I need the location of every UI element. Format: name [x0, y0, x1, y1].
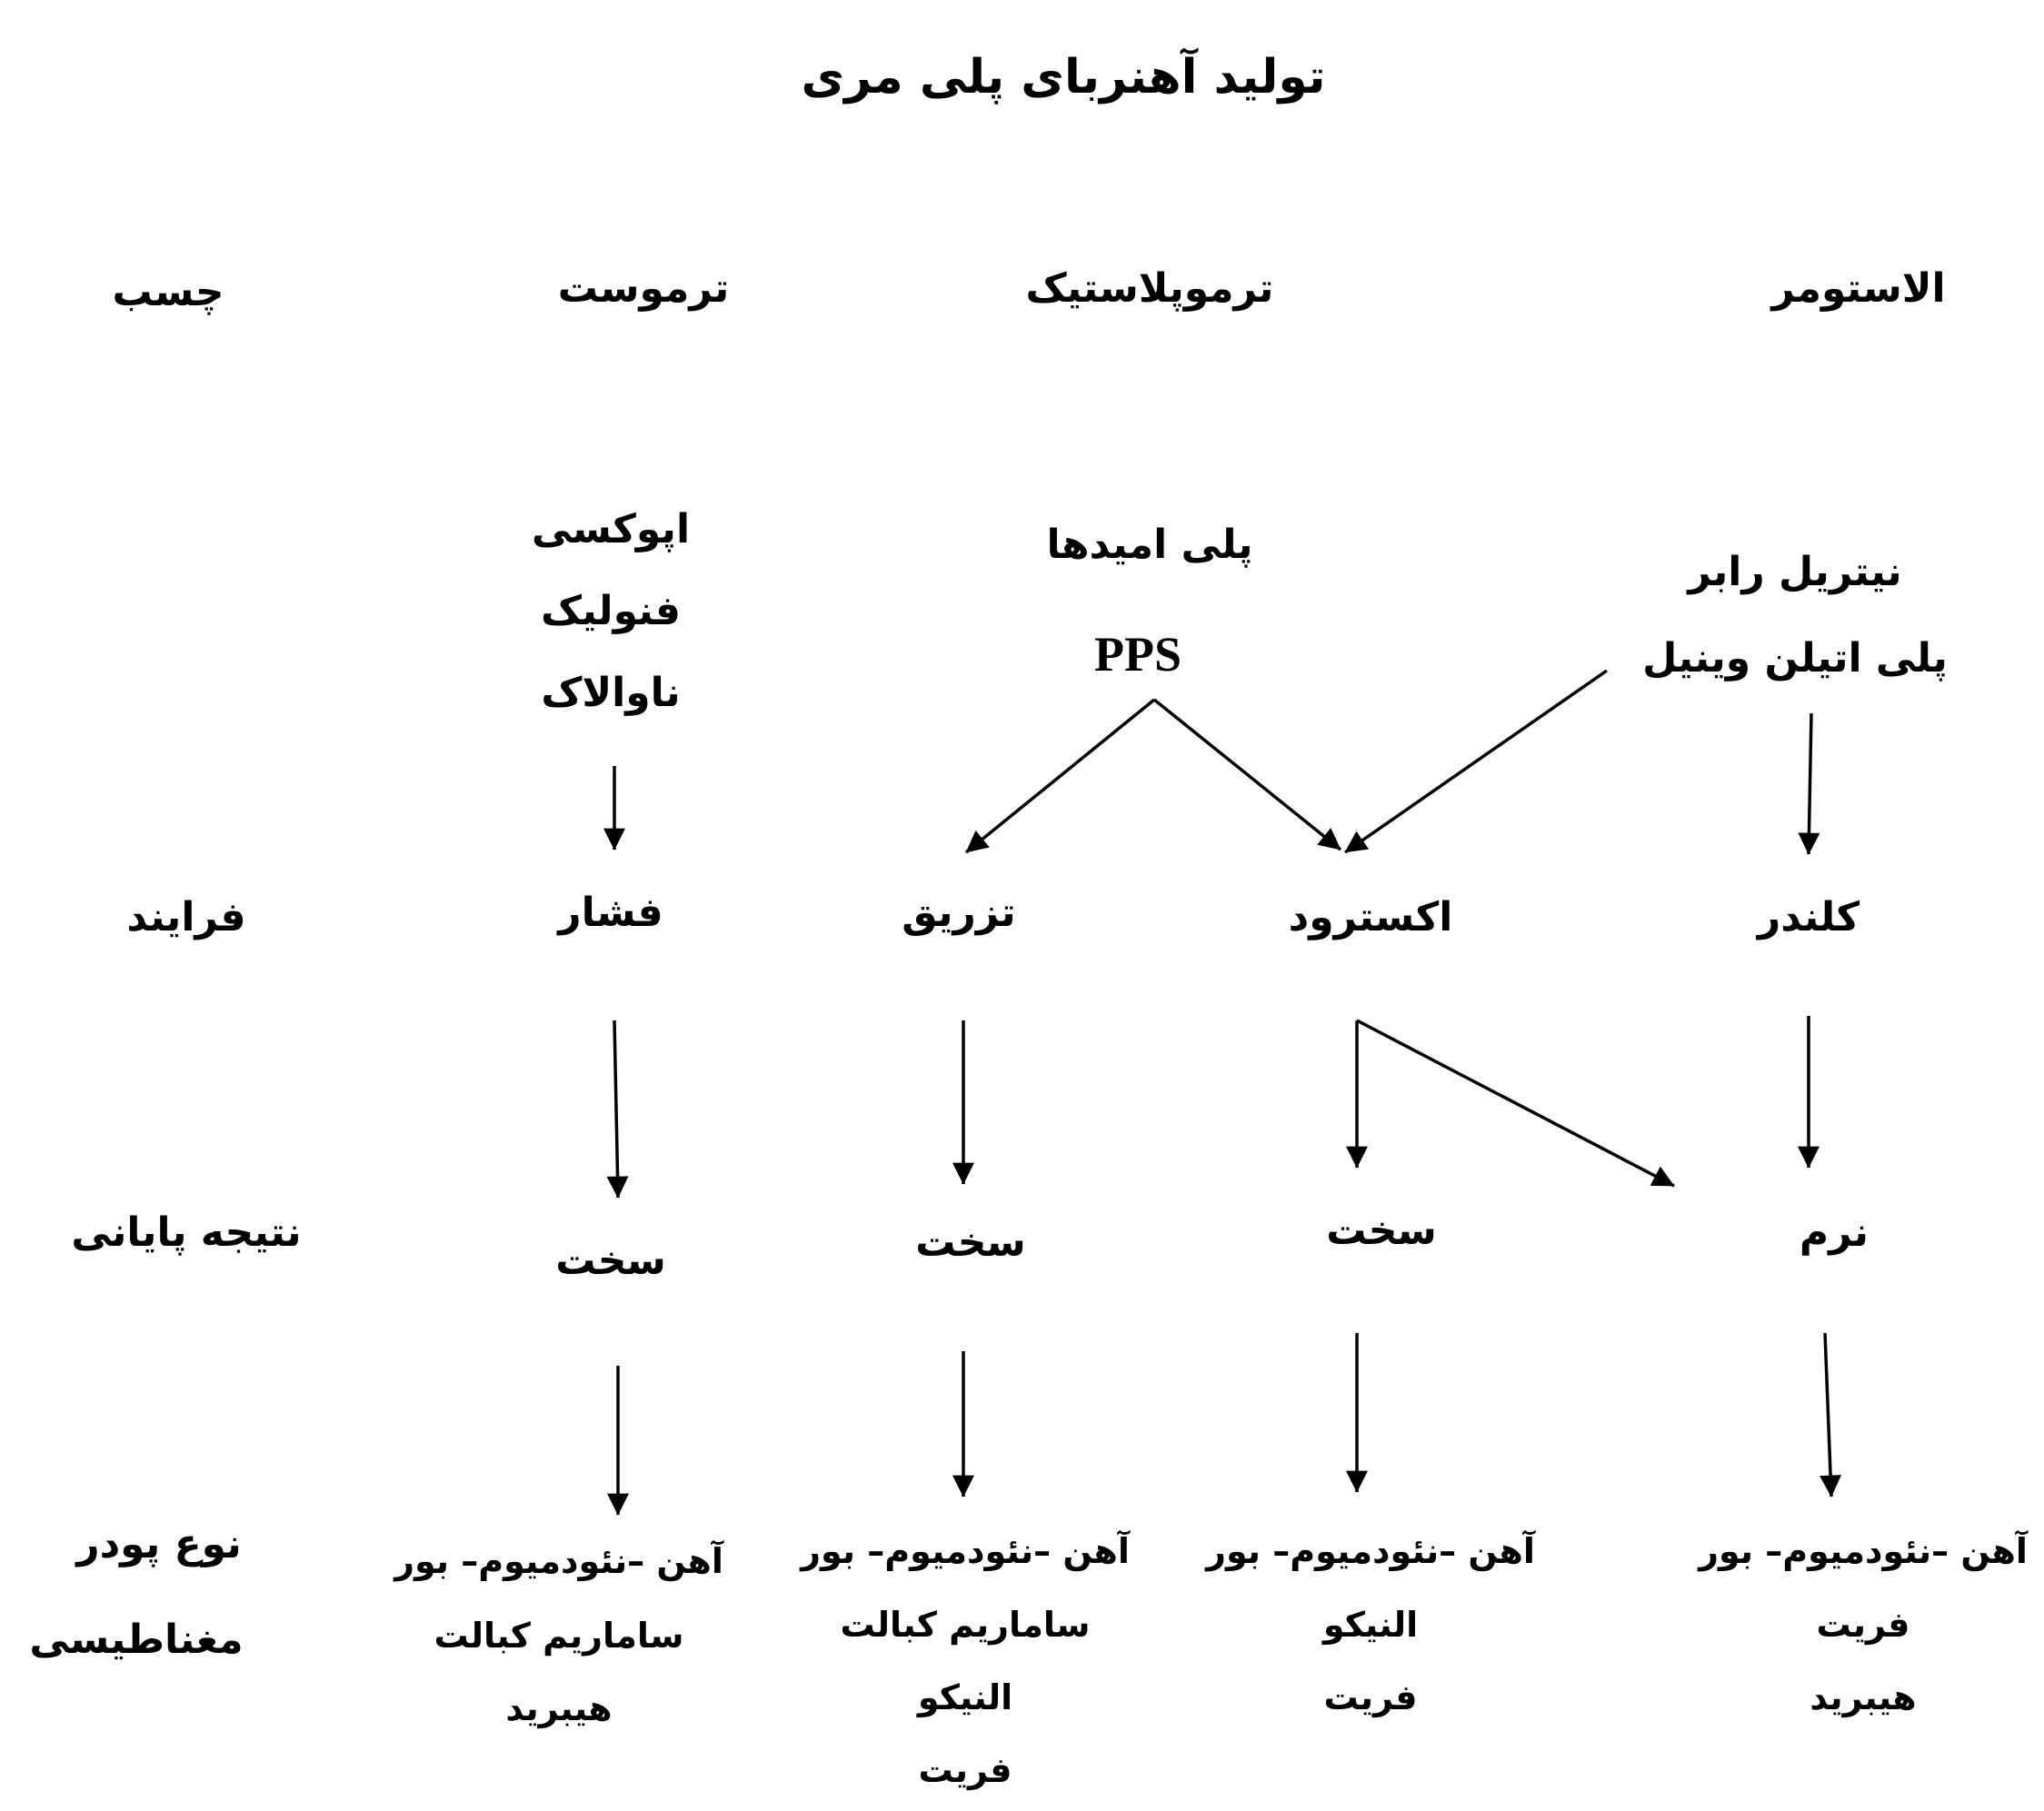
powder-extrude-item: النیکو — [1322, 1605, 1419, 1645]
powder-pressure-item: ساماریم کبالت — [434, 1616, 684, 1656]
powder-calender-item: فریت — [1816, 1605, 1910, 1645]
powder-calender-item: آهن –نئودمیوم– بور — [1699, 1531, 2028, 1571]
arrow-pps-to-injection — [966, 700, 1154, 852]
result-injection: سخت — [915, 1219, 1026, 1266]
powder-extrude-item: آهن –نئودمیوم– بور — [1206, 1531, 1535, 1571]
material-novolac: ناوالاک — [541, 670, 681, 716]
process-extrude: اکسترود — [1288, 894, 1453, 940]
material-polyethylene-vinyl: پلی اتیلن وینیل — [1642, 635, 1948, 682]
material-epoxy: اپوکسی — [531, 506, 691, 552]
column-elastomer: الاستومر — [1771, 265, 1946, 312]
material-polyamides: پلی امیدها — [1046, 522, 1253, 568]
row-label-powder-type-1: نوع پودر — [76, 1521, 242, 1567]
arrow-extrude-to-soft — [1357, 1020, 1674, 1186]
arrow-calender-result-to-powder — [1825, 1333, 1831, 1497]
column-adhesive: چسب — [112, 269, 224, 315]
result-extrude: سخت — [1326, 1208, 1437, 1254]
diagram-title: تولید آهنربای پلی مری — [801, 50, 1326, 104]
powder-injection-item: ساماریم کبالت — [840, 1605, 1091, 1645]
column-thermoplastic: ترموپلاستیک — [1025, 265, 1274, 312]
powder-pressure-item: هیبرید — [505, 1688, 613, 1728]
row-label-powder-type-2: مغناطیسی — [29, 1617, 244, 1663]
row-label-process: فرایند — [126, 894, 246, 940]
powder-calender-item: هیبرید — [1810, 1677, 1917, 1717]
powder-injection-item: آهن –نئودمیوم– بور — [801, 1531, 1130, 1571]
process-pressure: فشار — [558, 890, 663, 936]
arrow-elastomer-to-extrude — [1345, 671, 1607, 852]
process-injection: تزریق — [902, 890, 1016, 936]
material-phenolic: فنولیک — [541, 588, 681, 634]
material-nitrile-rubber: نیتریل رابر — [1688, 549, 1902, 595]
powder-injection-item: فریت — [918, 1750, 1012, 1790]
arrow-pressure-to-result — [614, 1020, 618, 1198]
column-thermoset: ترموست — [557, 265, 730, 312]
powder-pressure-item: آهن –نئودمیوم– بور — [394, 1541, 723, 1581]
powder-extrude-item: فریت — [1323, 1677, 1418, 1717]
result-pressure: سخت — [555, 1238, 666, 1284]
row-label-final-result: نتیجه پایانی — [71, 1209, 302, 1256]
result-calender: نرم — [1799, 1209, 1870, 1256]
material-pps: PPS — [1093, 627, 1182, 682]
powder-injection-item: النیکو — [917, 1677, 1013, 1717]
arrow-elastomer-to-calender — [1809, 713, 1811, 854]
process-calender: کلندر — [1757, 894, 1860, 940]
arrow-pps-to-extrude — [1154, 700, 1341, 850]
